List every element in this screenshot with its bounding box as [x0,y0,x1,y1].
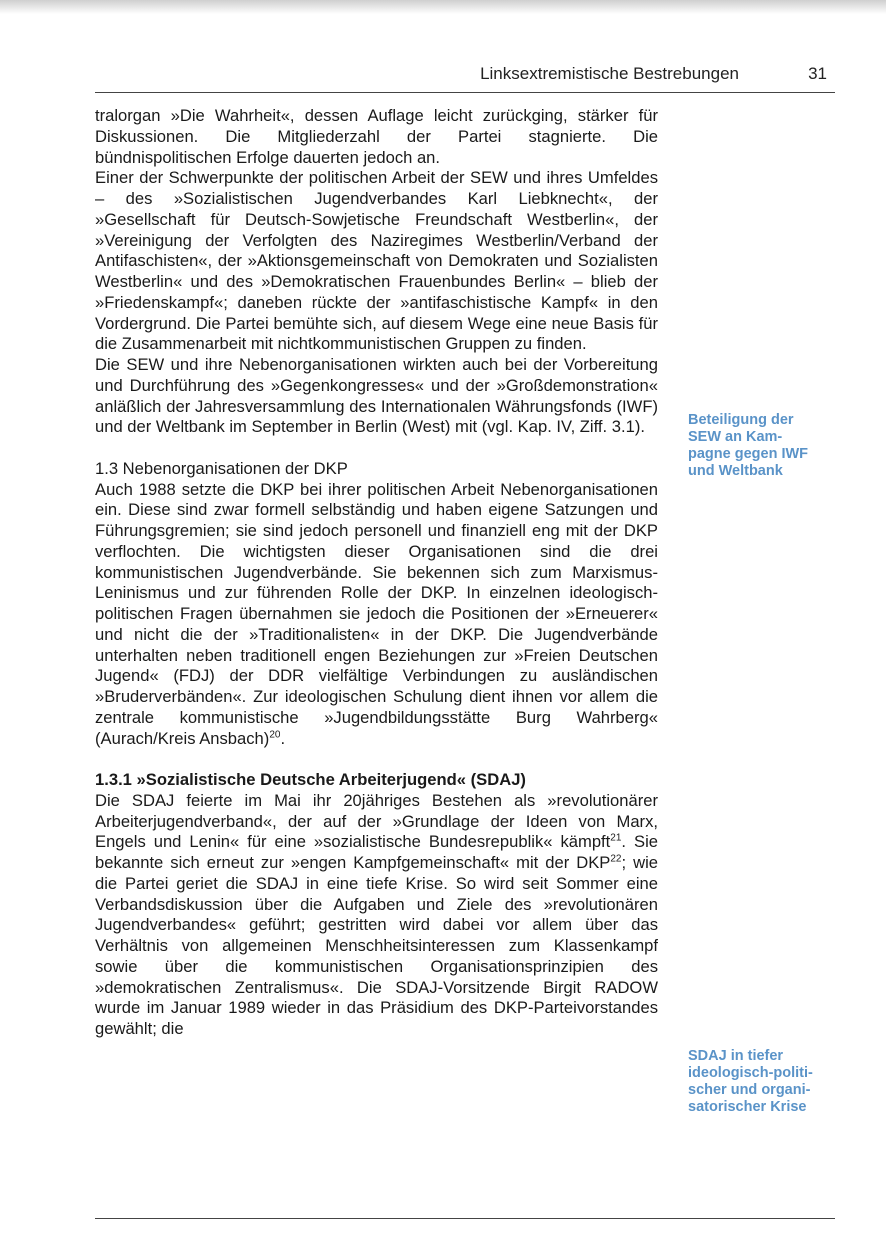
margin-note-iwf [688,412,848,480]
spacer [95,749,658,770]
margin-note-line: scher und organi- [688,1082,811,1098]
paragraph-4 [95,480,658,750]
paragraph-5-part-b: . Sie bekannte sich erneut zur »engen Kampfgemeinschaft« mit der DKP [95,832,658,872]
margin-note-line: pagne gegen IWF [688,446,809,462]
margin-note-line: ideologisch-politi- [688,1065,813,1081]
paragraph-2: Einer der Schwerpunkte der politischen Arbeit der SEW und ihres Umfeldes – des »Sozialistischen Jugendverbandes Karl Liebknecht«, der »Gesellschaft für Deutsch-Sowjetische Freundschaft Westberlin«, der »Vereinigung der Verfolgten des Naziregimes Westberlin/Verband der Antifaschisten«, der »Aktionsgemeinschaft von Demokraten und Sozialisten Westberlin« und des »Demokratischen Frauenbundes Berlin« – blieb der »Friedenskampf«; daneben rückte der »antifaschistische Kampf« in den Vordergrund. Die Partei bemühte sich, auf diesem Wege eine neue Basis für die Zusammenarbeit mit nichtkommunistischen Gruppen zu finden. [95,168,658,354]
margin-note-line: SEW an Kam- [688,429,783,445]
paragraph-5-part-c: ; wie die Partei geriet die SDAJ in eine tiefe Krise. So wird seit Sommer eine Verbandsdiskussion über die Aufgaben und Ziele des »revolutionären Jugendverbandes« geführt; gestritten wird dabei vor allem über das Verhältnis von allgemeinen Menschheitsinteressen zum Klassenkampf sowie über die kommunistischen Organisationsprinzipien des »demokratischen Zentralismus«. Die SDAJ-Vorsitzende Birgit RADOW wurde im Januar 1989 wieder in das Präsidium des DKP-Parteivorstandes gewählt; die [95,853,659,1038]
margin-note-line: und Weltbank [688,463,783,479]
paragraph-4-text: Auch 1988 setzte die DKP bei ihrer politischen Arbeit Nebenorganisationen ein. Diese sind zwar formell selbständig und haben eigene Satzungen und Führungsgremien; sie sind jedoch personell und finanziell eng mit der DKP verflochten. Die wichtigsten dieser Organisationen sind die drei kommunistischen Jugendverbände. Sie bekennen sich zum Marxismus-Leninismus und zur führenden Rolle der DKP. In einzelnen ideologisch-politischen Fragen übernahmen sie jedoch die Positionen der »Erneuerer« und nicht die der »Traditionalisten« in der DKP. Die Jugendverbände unterhalten neben traditionell engen Beziehungen zur »Freien Deutschen Jugend« (FDJ) der DDR vielfältige Verbindungen zu ausländischen »Bruderverbänden«. Zur ideologischen Schulung dient ihnen vor allem die zentrale kommunistische »Jugendbildungsstätte Burg Wahrberg« (Aurach/Kreis Ansbach) [95,479,658,748]
page-number: 31 [808,64,827,83]
footnote-ref-20: 20 [269,728,281,740]
scan-edge [0,0,886,14]
margin-note-sdaj [688,1048,848,1116]
footnote-ref-21: 21 [610,832,622,844]
margin-note-line: SDAJ in tiefer [688,1048,784,1064]
paragraph-5 [95,791,658,1040]
footnote-ref-22: 22 [610,853,622,865]
spacer [95,438,658,459]
paragraph-4-end: . [280,728,286,748]
footer-rule [95,1218,835,1219]
paragraph-3: Die SEW und ihre Nebenorganisationen wirkten auch bei der Vorbereitung und Durchführung des »Gegenkongresses« und der »Großdemonstration« anläßlich der Jahresversammlung des Internationalen Währungsfonds (IWF) und der Weltbank im September in Berlin (West) mit (vgl. Kap. IV, Ziff. 3.1). [95,355,658,437]
header-rule [95,92,835,93]
main-text-column [95,106,658,1040]
paragraph-1: tralorgan »Die Wahrheit«, dessen Auflage leicht zurückging, stärker für Diskussionen. Die Mitgliederzahl der Partei stagnierte. Die bündnispolitischen Erfolge dauerten jedoch an. [95,106,658,167]
margin-note-line: satorischer Krise [688,1099,807,1115]
paragraph-5-part-a: Die SDAJ feierte im Mai ihr 20jähriges Bestehen als »revolutionärer Arbeiterjugendverband«, der auf der »Grundlage der Ideen von Marx, Engels und Lenin« für eine »sozialistische Bundesrepublik« kämpft [95,790,658,852]
running-head [95,64,835,88]
running-title: Linksextremistische Bestrebungen [480,64,739,83]
section-heading-1-3: 1.3 Nebenorganisationen der DKP [95,458,348,478]
margin-note-line: Beteiligung der [688,412,794,428]
section-heading-1-3-1: 1.3.1 »Sozialistische Deutsche Arbeiterjugend« (SDAJ) [95,770,526,789]
